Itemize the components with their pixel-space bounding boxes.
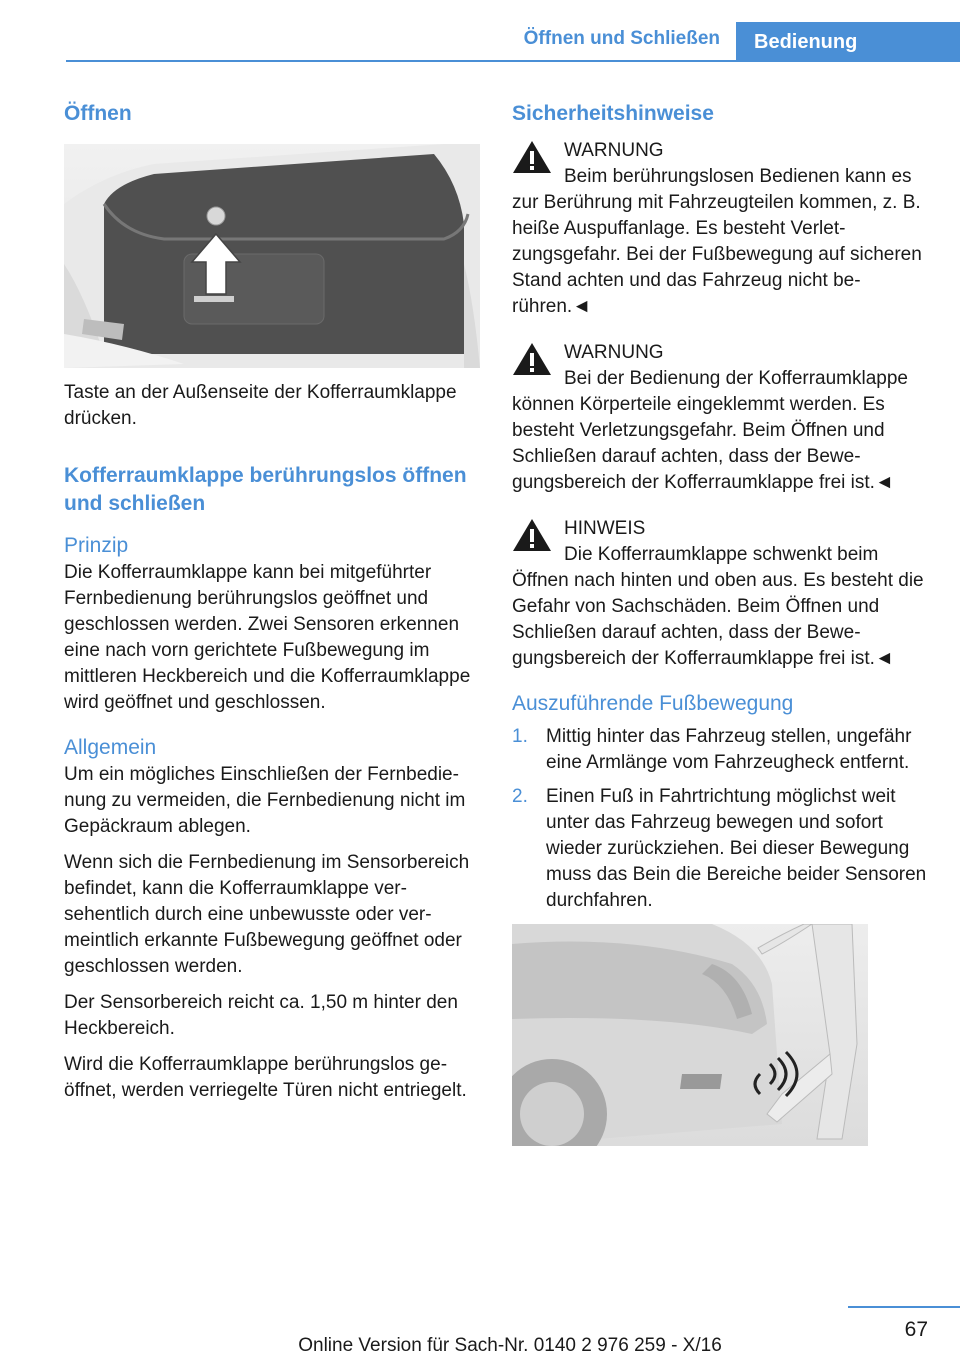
list-item xyxy=(512,724,928,776)
figure1-caption: Taste an der Außenseite der Kofferraumklappe drücken. xyxy=(64,382,457,429)
step-text: Einen Fuß in Fahrtrichtung möglichst weit unter das Fahrzeug bewegen und sofort wieder zurückziehen. Bei dieser Bewegung muss das Bein die Bereiche beider Sensoren durchfahren. xyxy=(546,786,927,911)
safety-notice-2 xyxy=(512,340,928,496)
car-rear-icon xyxy=(64,144,480,368)
notice-label: HINWEIS xyxy=(564,518,646,539)
notice-first-line: Bei der Bedienung der Kofferraumklappe xyxy=(564,368,908,389)
general-paragraph-4: Wird die Kofferraumklappe berührungslos geöffnet, werden verriegelte Türen nicht entriegelt. xyxy=(64,1054,467,1101)
foot-motion-illustration xyxy=(512,924,868,1146)
general-paragraph-3: Der Sensorbereich reicht ca. 1,50 m hinter den Heckbereich. xyxy=(64,992,458,1039)
notice-text: zur Berührung mit Fahrzeugteilen kommen, z. B. heiße Auspuffanlage. Es besteht Verletzungsgefahr. Bei der Fußbewegung auf sicheren Stand achten und das Fahrzeug nicht berühren.◄ xyxy=(512,192,922,317)
trunk-button-illustration xyxy=(64,144,480,368)
right-column xyxy=(512,100,928,1146)
section-title-open: Öffnen xyxy=(64,102,132,125)
step-number: 1. xyxy=(512,726,528,747)
subheading-general: Allgemein xyxy=(64,736,157,759)
header-section-title: Öffnen und Schließen xyxy=(523,28,720,49)
page-number: 67 xyxy=(904,1318,928,1341)
notice-first-line: Die Kofferraumklappe schwenkt beim xyxy=(564,544,879,565)
foot-motion-steps xyxy=(512,724,928,914)
safety-notice-1 xyxy=(512,138,928,320)
notice-label: WARNUNG xyxy=(564,140,664,161)
notice-first-line: Beim berührungslosen Bedienen kann es xyxy=(564,166,912,187)
general-paragraph-1: Um ein mögliches Einschließen der Fernbedienung zu vermeiden, die Fernbedienung nicht im Gepäckraum ablegen. xyxy=(64,764,466,837)
header-chapter-tab: Bedienung xyxy=(736,22,960,62)
foot-sensor-icon xyxy=(512,924,868,1146)
step-number: 2. xyxy=(512,786,528,807)
warning-triangle-icon xyxy=(512,518,552,552)
list-item xyxy=(512,784,928,914)
left-column xyxy=(64,100,480,1104)
safety-notice-3 xyxy=(512,516,928,672)
notice-text: Öffnen nach hinten und oben aus. Es besteht die Gefahr von Sachschäden. Beim Öffnen und Schließen darauf achten, dass der Bewegungsbereich der Kofferraumklappe frei ist.◄ xyxy=(512,570,924,669)
notice-text: können Körperteile eingeklemmt werden. Es besteht Verletzungsgefahr. Beim Öffnen und Schließen darauf achten, dass der Bewegungsbereich der Kofferraumklappe frei ist.◄ xyxy=(512,394,894,493)
warning-triangle-icon xyxy=(512,342,552,376)
subheading-principle: Prinzip xyxy=(64,534,129,557)
header-rule xyxy=(66,60,736,62)
section-title-touchless: Kofferraumklappe berührungslos öffnen und schließen xyxy=(64,464,467,515)
general-paragraph-2: Wenn sich die Fernbedienung im Sensorbereich befindet, kann die Kofferraumklappe versehentlich durch eine unbewusste oder vermeintlich erkannte Fußbewegung geöffnet oder geschlossen werden. xyxy=(64,852,470,977)
footer-online-version: Online Version für Sach-Nr. 0140 2 976 259 - X/16 xyxy=(298,1335,722,1356)
page-number-rule xyxy=(848,1306,960,1308)
subheading-foot-motion: Auszuführende Fußbewegung xyxy=(512,692,794,715)
warning-triangle-icon xyxy=(512,140,552,174)
section-title-safety: Sicherheitshinweise xyxy=(512,102,714,125)
notice-label: WARNUNG xyxy=(564,342,664,363)
principle-text: Die Kofferraumklappe kann bei mitgeführter Fernbedienung berührungslos geöffnet und geschlossen werden. Zwei Sensoren erkennen eine nach vorn gerichtete Fußbewegung im mittleren Heckbereich und die Kofferraumklappe wird geöffnet und geschlossen. xyxy=(64,562,471,713)
step-text: Mittig hinter das Fahrzeug stellen, ungefähr eine Armlänge vom Fahrzeugheck entfernt. xyxy=(546,726,912,773)
